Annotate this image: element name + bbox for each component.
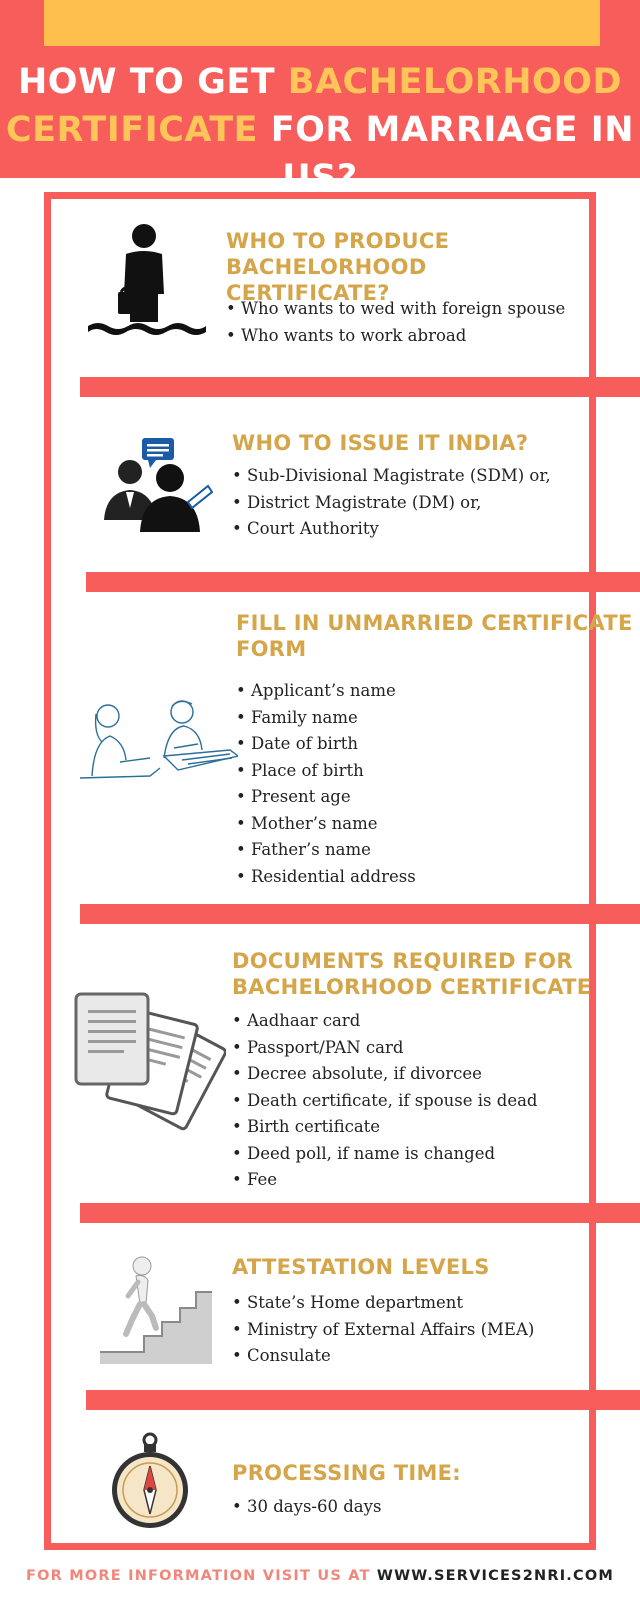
list-item: • Death certificate, if spouse is dead bbox=[232, 1088, 538, 1115]
list-item: • Aadhaar card bbox=[232, 1008, 538, 1035]
title-text-2: FOR MARRIAGE IN US? bbox=[258, 110, 635, 198]
list-item: • Consulate bbox=[232, 1343, 534, 1370]
section-divider bbox=[80, 1203, 640, 1223]
footer-label: FOR MORE INFORMATION VISIT US AT bbox=[26, 1568, 377, 1584]
heading-line: PROCESSING TIME: bbox=[232, 1461, 461, 1485]
footer bbox=[0, 1568, 640, 1584]
list-item: • Fee bbox=[232, 1167, 538, 1194]
heading-line: BACHELORHOOD CERTIFICATE bbox=[232, 975, 592, 999]
section-divider bbox=[86, 1390, 640, 1410]
list-item: • Deed poll, if name is changed bbox=[232, 1141, 538, 1168]
bullet-list bbox=[232, 463, 551, 543]
climbing-stairs-icon bbox=[100, 1256, 216, 1372]
section-heading bbox=[232, 430, 528, 456]
list-item: • Who wants to wed with foreign spouse bbox=[226, 296, 565, 323]
footer-url[interactable]: WWW.SERVICES2NRI.COM bbox=[376, 1568, 614, 1584]
bullet-list bbox=[232, 1290, 534, 1370]
list-item: • Residential address bbox=[236, 864, 416, 891]
bullet-list bbox=[226, 296, 565, 349]
list-item: • Ministry of External Affairs (MEA) bbox=[232, 1317, 534, 1344]
heading-line: DOCUMENTS REQUIRED FOR bbox=[232, 949, 573, 973]
list-item: • District Magistrate (DM) or, bbox=[232, 490, 551, 517]
bullet-list bbox=[232, 1494, 381, 1521]
heading-line: FORM bbox=[236, 637, 307, 661]
documents-stack-icon bbox=[74, 990, 226, 1146]
header-banner bbox=[0, 0, 640, 198]
list-item: • Present age bbox=[236, 784, 416, 811]
list-item: • Who wants to work abroad bbox=[226, 323, 565, 350]
officials-chat-icon bbox=[100, 436, 216, 536]
heading-line: WHO TO PRODUCE BACHELORHOOD bbox=[226, 229, 450, 279]
list-item: • 30 days-60 days bbox=[232, 1494, 381, 1521]
list-item: • State’s Home department bbox=[232, 1290, 534, 1317]
list-item: • Father’s name bbox=[236, 837, 416, 864]
section-divider bbox=[80, 904, 640, 924]
compass-icon bbox=[110, 1432, 190, 1536]
heading-line: FILL IN UNMARRIED CERTIFICATE bbox=[236, 611, 633, 635]
title-highlight-2: CERTIFICATE bbox=[5, 110, 259, 150]
bullet-list bbox=[232, 1008, 538, 1194]
list-item: • Applicant’s name bbox=[236, 678, 416, 705]
bullet-list bbox=[236, 678, 416, 890]
section-heading bbox=[226, 228, 640, 306]
title-highlight-1: BACHELORHOOD bbox=[287, 62, 623, 102]
list-item: • Mother’s name bbox=[236, 811, 416, 838]
list-item: • Family name bbox=[236, 705, 416, 732]
section-heading bbox=[232, 1460, 461, 1486]
heading-line: WHO TO ISSUE IT INDIA? bbox=[232, 431, 529, 455]
list-item: • Court Authority bbox=[232, 516, 551, 543]
section-heading bbox=[236, 610, 633, 662]
list-item: • Place of birth bbox=[236, 758, 416, 785]
section-divider bbox=[80, 377, 640, 397]
heading-line: ATTESTATION LEVELS bbox=[232, 1255, 490, 1279]
section-divider bbox=[86, 572, 640, 592]
list-item: • Date of birth bbox=[236, 731, 416, 758]
heading-line: CERTIFICATE? bbox=[226, 281, 390, 305]
header-top-band bbox=[44, 0, 600, 46]
list-item: • Birth certificate bbox=[232, 1114, 538, 1141]
list-item: • Sub-Divisional Magistrate (SDM) or, bbox=[232, 463, 551, 490]
title-text-1: HOW TO GET bbox=[17, 62, 288, 102]
list-item: • Passport/PAN card bbox=[232, 1035, 538, 1062]
section-heading bbox=[232, 948, 591, 1000]
list-item: • Decree absolute, if divorcee bbox=[232, 1061, 538, 1088]
page-title bbox=[0, 58, 640, 202]
section-heading bbox=[232, 1254, 490, 1280]
person-wading-icon bbox=[88, 222, 206, 348]
form-filling-sketch-icon bbox=[80, 696, 238, 796]
